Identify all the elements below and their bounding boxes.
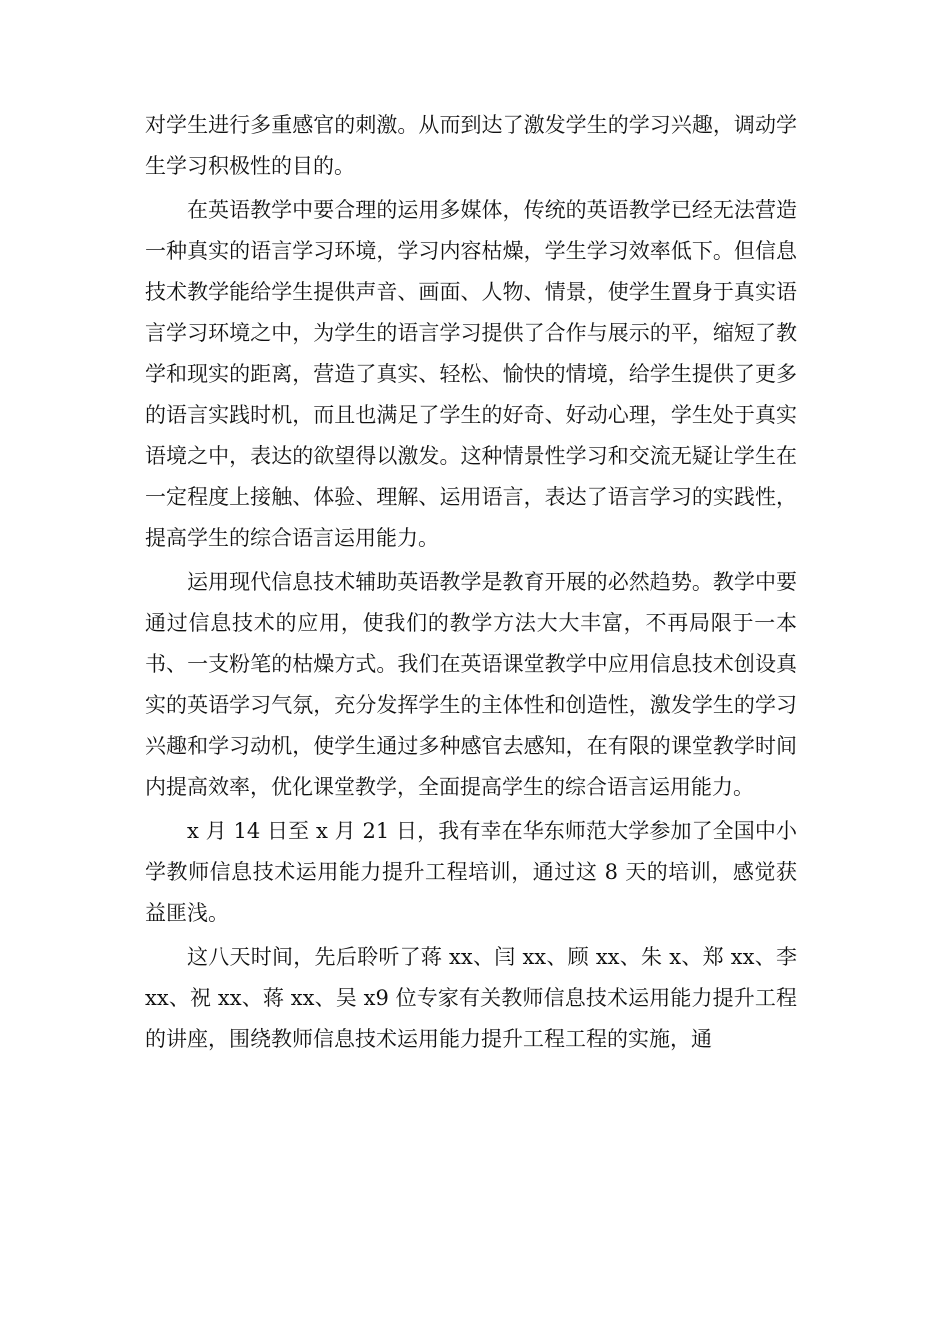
paragraph-multimedia: 在英语教学中要合理的运用多媒体，传统的英语教学已经无法营造一种真实的语言学习环境，学习内容枯燥，学生学习效率低下。但信息技术教学能给学生提供声音、画面、人物、情景，使学生置身于真实语言学习环境之中，为学生的语言学习提供了合作与展示的平，缩短了教学和现实的距离，营造了真实、轻松、愉快的情境，给学生提供了更多的语言实践时机，而且也满足了学生的好奇、好动心理，学生处于真实语境之中，表达的欲望得以激发。这种情景性学习和交流无疑让学生在一定程度上接触、体验、理解、运用语言，表达了语言学习的实践性，提高学生的综合语言运用能力。	[145, 198, 797, 550]
paragraph-modern-technology: 运用现代信息技术辅助英语教学是教育开展的必然趋势。教学中要通过信息技术的应用，使我们的教学方法大大丰富，不再局限于一本书、一支粉笔的枯燥方式。我们在英语课堂教学中应用信息技术创设真实的英语学习气氛，充分发挥学生的主体性和创造性，激发学生的学习兴趣和学习动机，使学生通过多种感官去感知，在有限的课堂教学时间内提高效率，优化课堂教学，全面提高学生的综合语言运用能力。	[145, 570, 797, 799]
paragraph-continued: 对学生进行多重感官的刺激。从而到达了激发学生的学习兴趣，调动学生学习积极性的目的。	[145, 113, 797, 178]
paragraph-training: x 月 14 日至 x 月 21 日，我有幸在华东师范大学参加了全国中小学教师信息技术运用能力提升工程培训，通过这 8 天的培训，感觉获益匪浅。	[145, 819, 797, 925]
document-body	[145, 105, 797, 1063]
paragraph-lectures: 这八天时间，先后聆听了蒋 xx、闫 xx、顾 xx、朱 x、郑 xx、李 xx、祝 xx、蒋 xx、吴 x9 位专家有关教师信息技术运用能力提升工程的讲座，围绕教师信息技术运用能力提升工程工程的实施，通	[145, 945, 797, 1051]
